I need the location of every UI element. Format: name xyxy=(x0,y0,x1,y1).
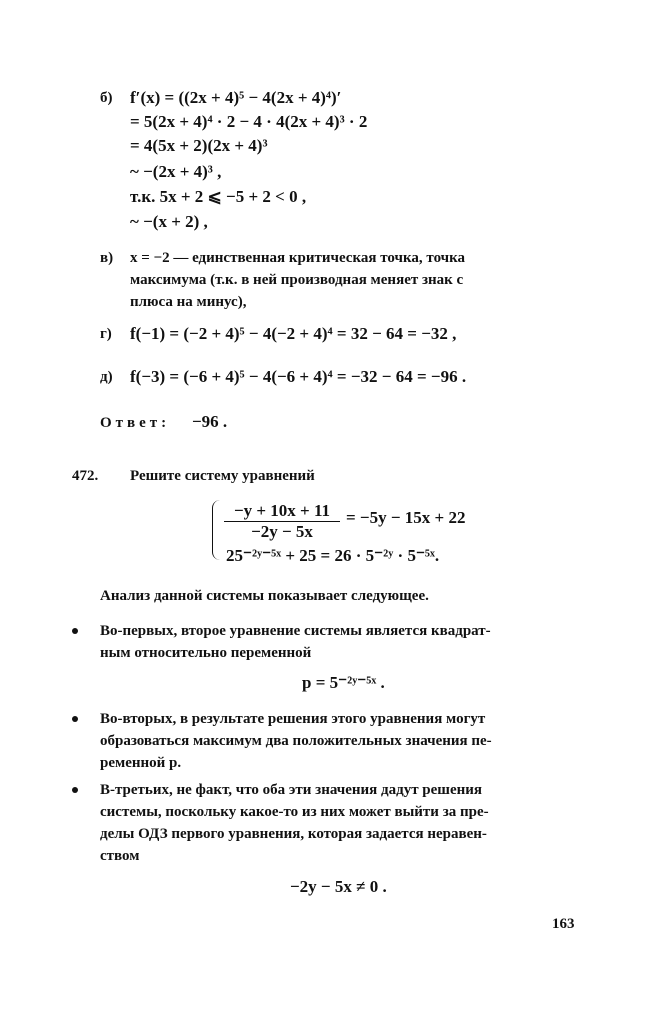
fraction xyxy=(224,502,340,541)
text-line: делы ОДЗ первого уравнения, которая задается неравен- xyxy=(100,826,487,842)
bullet-dot xyxy=(72,787,78,793)
text-line: Во-вторых, в результате решения этого уравнения могут xyxy=(100,711,486,727)
bullet-dot xyxy=(72,716,78,722)
formula-line: f′(x) = ((2x + 4)⁵ − 4(2x + 4)⁴)′ xyxy=(130,88,342,107)
equation-2: 25⁻²ʸ⁻⁵ˣ + 25 = 26 · 5⁻²ʸ · 5⁻⁵ˣ. xyxy=(226,546,440,565)
part-v-label: в) xyxy=(100,250,114,266)
analysis-text: Анализ данной системы показывает следующее. xyxy=(100,588,429,604)
formula: −2y − 5x ≠ 0 . xyxy=(290,877,387,896)
text-line: образоваться максимум два положительных значения пе- xyxy=(100,733,492,749)
equation-1-rhs: = −5y − 15x + 22 xyxy=(346,508,466,527)
problem-title: Решите систему уравнений xyxy=(130,468,315,484)
page-number: 163 xyxy=(552,916,575,932)
formula-line: ~ −(2x + 4)³ , xyxy=(130,162,222,181)
text-line: ством xyxy=(100,848,140,864)
formula: p = 5⁻²ʸ⁻⁵ˣ . xyxy=(302,673,385,692)
text-line: ременной p. xyxy=(100,755,182,771)
answer-label: Ответ: xyxy=(100,415,171,431)
formula-line: = 4(5x + 2)(2x + 4)³ xyxy=(130,136,268,155)
part-b-label: б) xyxy=(100,90,113,106)
part-g-label: г) xyxy=(100,326,112,342)
text-line: Во-первых, второе уравнение системы является квадрат- xyxy=(100,623,491,639)
formula-line: т.к. 5x + 2 ⩽ −5 + 2 < 0 , xyxy=(130,187,307,206)
text-line: ным относительно переменной xyxy=(100,645,312,661)
part-d-formula: f(−3) = (−6 + 4)⁵ − 4(−6 + 4)⁴ = −32 − 64 = −96 . xyxy=(130,367,467,386)
system-brace xyxy=(212,500,223,560)
problem-number: 472. xyxy=(72,468,99,484)
text-line: системы, поскольку какое-то из них может выйти за пре- xyxy=(100,804,489,820)
numerator: −y + 10x + 11 xyxy=(233,501,331,520)
text-line: плюса на минус), xyxy=(130,294,247,310)
bullet-dot xyxy=(72,628,78,634)
answer-value: −96 . xyxy=(192,412,228,431)
text-line: x = −2 — единственная критическая точка, точка xyxy=(130,250,466,266)
formula-line: = 5(2x + 4)⁴ · 2 − 4 · 4(2x + 4)³ · 2 xyxy=(130,112,368,131)
formula-line: ~ −(x + 2) , xyxy=(130,212,208,231)
part-g-formula: f(−1) = (−2 + 4)⁵ − 4(−2 + 4)⁴ = 32 − 64 = −32 , xyxy=(130,324,457,343)
denominator: −2y − 5x xyxy=(251,522,313,541)
text-line: В-третьих, не факт, что оба эти значения дадут решения xyxy=(100,782,483,798)
text-line: максимума (т.к. в ней производная меняет знак с xyxy=(130,272,464,288)
part-d-label: д) xyxy=(100,369,113,385)
